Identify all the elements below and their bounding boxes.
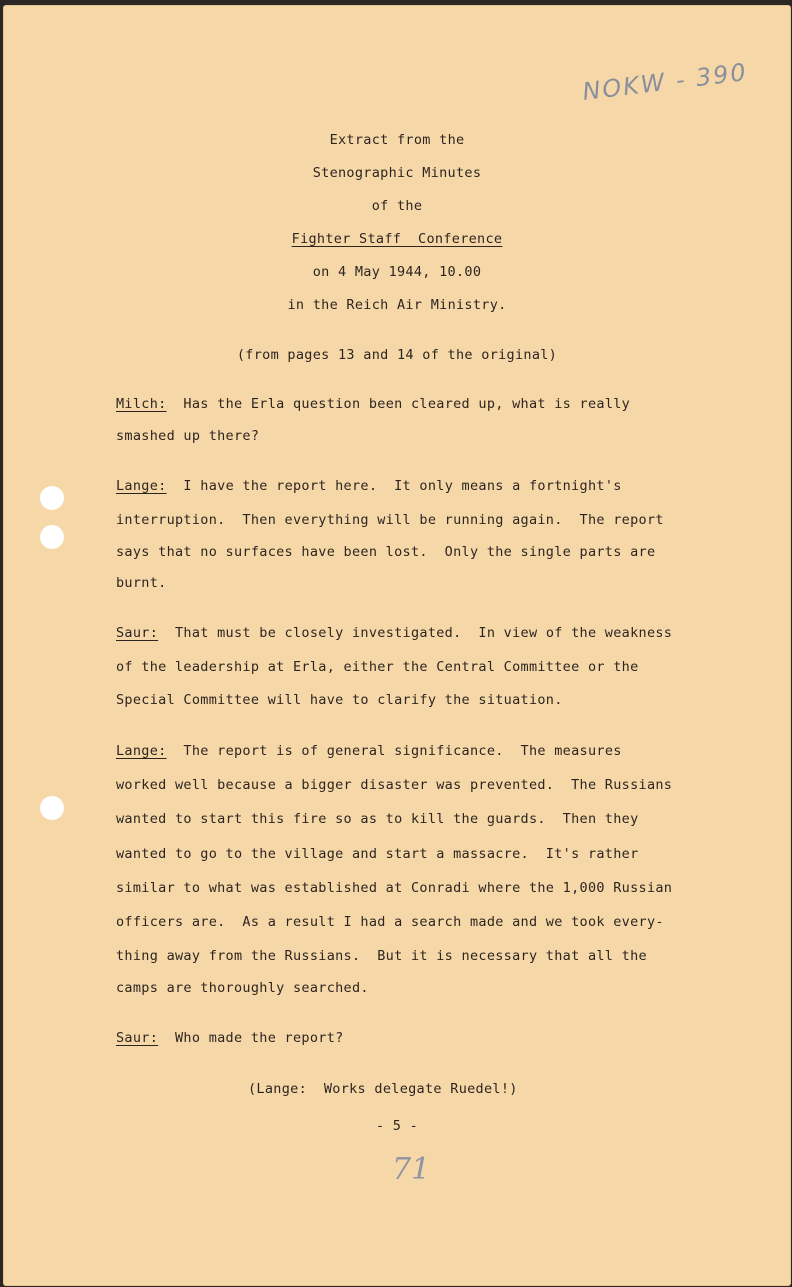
paragraph-line: burnt. — [116, 575, 167, 591]
paragraph-line: Lange: I have the report here. It only means a fortnight's — [116, 478, 622, 494]
paragraph-line: Saur: That must be closely investigated. In view of the weakness — [116, 625, 673, 641]
conference-title: Fighter Staff Conference — [291, 231, 503, 247]
header-line: Extract from the — [329, 132, 465, 148]
handwritten-page-number: 71 — [392, 1152, 431, 1187]
paragraph-line: wanted to go to the village and start a massacre. It's rather — [116, 846, 639, 862]
paragraph-line: wanted to start this fire so as to kill the guards. Then they — [116, 811, 639, 827]
punch-hole — [40, 486, 64, 510]
header-line: in the Reich Air Ministry. — [287, 297, 507, 313]
paragraph-line: says that no surfaces have been lost. Only the single parts are — [116, 544, 656, 560]
paragraph-line: smashed up there? — [116, 428, 260, 444]
paragraph-line: Special Committee will have to clarify the situation. — [116, 692, 563, 708]
paragraph-line: Milch: Has the Erla question been cleared up, what is really — [116, 396, 631, 412]
paragraph-line: Lange: The report is of general significance. The measures — [116, 743, 622, 759]
paragraph-line: interruption. Then everything will be running again. The report — [116, 512, 664, 528]
speaker-name: Saur: — [116, 625, 159, 641]
speaker-name: Lange: — [116, 743, 167, 759]
document-page — [4, 6, 790, 1285]
speaker-name: Saur: — [116, 1030, 159, 1046]
archive-stamp: NOKW - 390 — [580, 57, 750, 107]
speaker-name: Milch: — [116, 396, 167, 412]
header-line: of the — [371, 198, 423, 214]
header-line: Stenographic Minutes — [312, 165, 482, 181]
closing-note: (Lange: Works delegate Ruedel!) — [248, 1081, 518, 1097]
paragraph-line: similar to what was established at Conradi where the 1,000 Russian — [116, 880, 673, 896]
source-note: (from pages 13 and 14 of the original) — [236, 347, 558, 363]
punch-hole — [40, 796, 64, 820]
paragraph-line: thing away from the Russians. But it is necessary that all the — [116, 948, 647, 964]
paragraph-line: of the leadership at Erla, either the Central Committee or the — [116, 659, 639, 675]
paragraph-line: camps are thoroughly searched. — [116, 980, 369, 996]
page-marker: - 5 - — [375, 1118, 419, 1134]
paragraph-line: officers are. As a result I had a search made and we took every- — [116, 914, 664, 930]
punch-hole — [40, 525, 64, 549]
paragraph-line: Saur: Who made the report? — [116, 1030, 344, 1046]
header-line: on 4 May 1944, 10.00 — [312, 264, 482, 280]
paragraph-line: worked well because a bigger disaster was prevented. The Russians — [116, 777, 673, 793]
speaker-name: Lange: — [116, 478, 167, 494]
